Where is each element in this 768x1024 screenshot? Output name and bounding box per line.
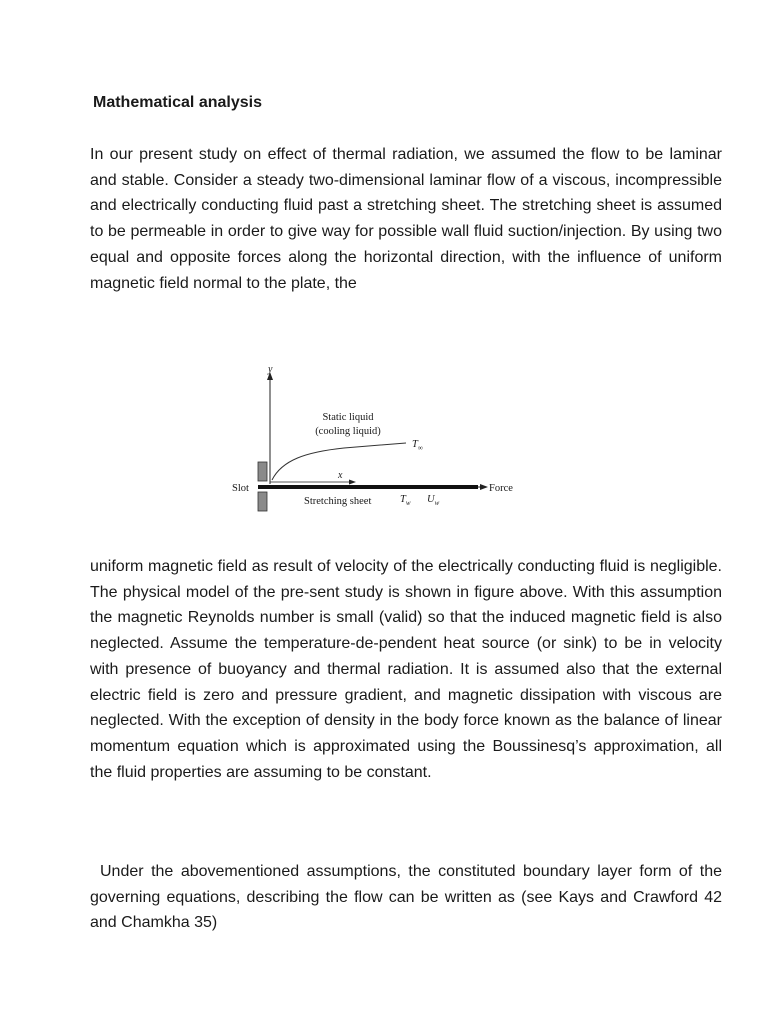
stretching-sheet-label: Stretching sheet <box>304 496 372 507</box>
y-axis-label: y <box>268 364 273 375</box>
section-heading: Mathematical analysis <box>93 94 262 111</box>
cooling-liquid-label: (cooling liquid) <box>315 426 381 437</box>
x-axis-arrowhead <box>349 480 356 485</box>
force-arrowhead <box>480 484 488 490</box>
slot-block-bottom <box>258 492 267 511</box>
paragraph-governing-equations: Under the abovementioned assumptions, the constituted boundary layer form of the governing equations, describing the flow can be written as (see Kays and Crawford 42 and Chamkha 35) <box>90 863 722 932</box>
static-liquid-label: Static liquid <box>322 412 374 423</box>
t-infinity-label: $T_\infty$ <box>412 439 423 452</box>
force-label: Force <box>489 483 513 494</box>
stretching-sheet-figure <box>226 362 532 514</box>
tw-label: $T_w$ <box>400 494 411 507</box>
slot-label: Slot <box>232 483 249 494</box>
paragraph-intro: In our present study on effect of thermal radiation, we assumed the flow to be laminar and stable. Consider a steady two-dimensional laminar flow of a viscous, incompressible and electrically conducting fluid past a stretching sheet. The stretching sheet is assumed to be permeable in order to give way for possible wall fluid suction/injection. By using two equal and opposite forces along the horizontal direction, with the influence of uniform magnetic field normal to the plate, the <box>90 146 722 292</box>
x-axis-label: x <box>338 470 343 481</box>
paragraph-assumptions: uniform magnetic field as result of velocity of the electrically conducting fluid is negligible. The physical model of the pre-sent study is shown in figure above. With this assumption the magnetic Reynolds number is small (valid) so that the induced magnetic field is also neglected. Assume the temperature-de-pendent heat source (or sink) to be in velocity with presence of buoyancy and thermal radiation. It is assumed also that the external electric field is zero and pressure gradient, and magnetic dissipation with viscous are neglected. With the exception of density in the body force known as the balance of linear momentum equation which is approximated using the Boussinesq’s approximation, all the fluid properties are assuming to be constant. <box>90 558 722 781</box>
uw-label: $U_w$ <box>427 494 440 507</box>
figure-diagram <box>226 362 532 514</box>
stretching-sheet <box>258 485 478 489</box>
slot-block-top <box>258 462 267 481</box>
